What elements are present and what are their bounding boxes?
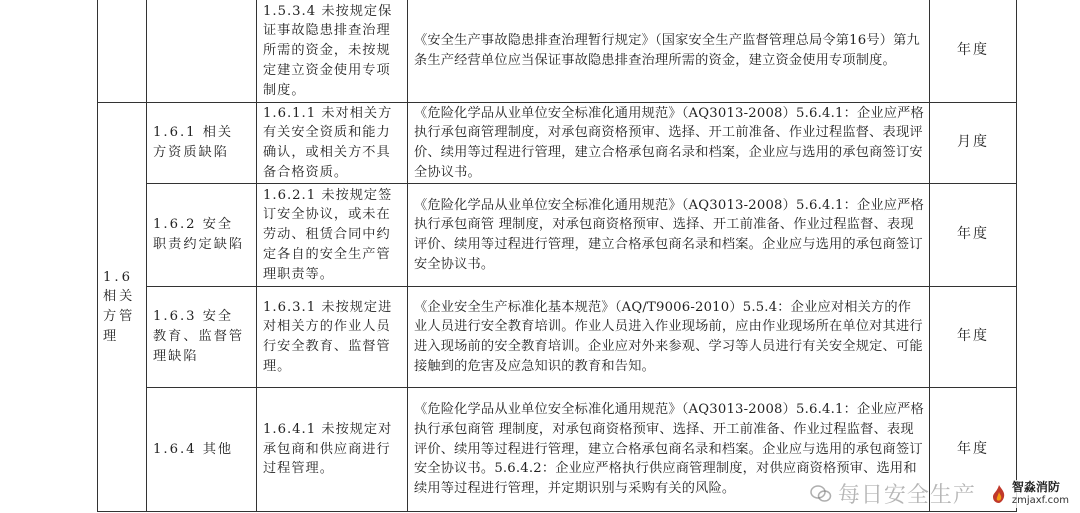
frequency-text: 月度 — [957, 134, 989, 151]
basis-text: 《企业安全生产标准化基本规范》（AQ/T9006-2010）5.5.4：企业应对相关方的作业人员进行安全教育培训。作业人员进入作业现场前，应由作业现场所在单位对其进行进入现场前的安全教育培训。企业应对外来参观、学习等人员进行有关安全规定、可能接触到的危害及应急知识的教育和告知。 — [414, 299, 923, 374]
basis-cell — [408, 103, 930, 184]
watermark — [810, 478, 1072, 509]
item-cell — [147, 184, 257, 287]
category-cell-empty — [98, 0, 147, 103]
frequency-text: 年度 — [957, 328, 989, 345]
basis-text: 《危险化学品从业单位安全标准化通用规范》（AQ3013-2008）5.6.4.1：企业应严格执行承包商管 理制度，对承包商资格预审、选择、开工前准备、作业过程监督、表现评价、续用等过程进行管理，建立合格承包商名录和档案。企业应与选用的承包商签订安全协议书。5.6.4.2：企业应严格执行供应商管理制度，对供应商资格预审、选用和续用等过程进行管理，并定期识别与采购有关的风险。 — [414, 402, 924, 497]
item-cell — [147, 287, 257, 388]
logo-name: 智淼消防 — [1011, 479, 1060, 494]
table-row — [98, 287, 1017, 388]
criterion-cell — [257, 184, 408, 287]
frequency-cell — [930, 103, 1017, 184]
frequency-cell — [930, 287, 1017, 388]
criterion-text: 1.6.3.1 未按规定进对相关方的作业人员行安全教育、监督管理。 — [263, 299, 393, 374]
brand-logo — [986, 480, 1072, 508]
frequency-cell — [930, 0, 1017, 103]
item-text: 1.6.3 安全教育、监督管理缺陷 — [153, 309, 245, 364]
category-text: 1.6 相关方管理 — [103, 269, 136, 344]
criterion-text: 1.6.2.1 未按规定签订安全协议，或未在劳动、租赁合同中约定各自的安全生产管理职责等。 — [263, 187, 393, 282]
frequency-text: 年度 — [957, 42, 989, 59]
criterion-text: 1.6.1.1 未对相关方有关安全资质和能力确认，或相关方不具备合格资质。 — [263, 105, 393, 180]
frequency-text: 年度 — [957, 440, 989, 457]
criterion-text: 1.6.4.1 未按规定对承包商和供应商进行过程管理。 — [263, 421, 393, 477]
table-row — [98, 0, 1017, 103]
criterion-cell — [257, 103, 408, 184]
item-cell — [147, 388, 257, 512]
watermark-text: 每日安全生产 — [837, 483, 976, 508]
basis-text: 《危险化学品从业单位安全标准化通用规范》（AQ3013-2008）5.6.4.1：企业应严格执行承包商管 理制度，对承包商资格预审、选择、开工前准备、作业过程监督、表现评价、续用等过程进行管理，建立合格承包商名录和档案。企业应与选用的承包商签订安全协议书。 — [414, 197, 924, 272]
basis-cell — [408, 0, 930, 103]
item-text: 1.6.1 相关方资质缺陷 — [153, 125, 234, 160]
table-row — [98, 103, 1017, 184]
item-text: 1.6.2 安全职责约定缺陷 — [153, 217, 245, 252]
criterion-cell — [257, 287, 408, 388]
table-row — [98, 184, 1017, 287]
criterion-cell — [257, 388, 408, 512]
basis-cell — [408, 184, 930, 287]
flame-logo-icon — [989, 484, 1009, 504]
item-text: 1.6.4 其他 — [153, 441, 234, 457]
wechat-icon — [810, 484, 832, 504]
basis-cell — [408, 287, 930, 388]
category-cell — [98, 103, 147, 512]
basis-text: 《安全生产事故隐患排查治理暂行规定》（国家安全生产监督管理总局令第16号）第九条生产经营单位应当保证事故隐患排查治理所需的资金，建立资金使用专项制度。 — [414, 33, 920, 68]
frequency-cell — [930, 184, 1017, 287]
criterion-text: 1.5.3.4 未按规定保证事故隐患排查治理所需的资金，未按规定建立资金使用专项制度。 — [263, 3, 393, 98]
frequency-text: 年度 — [957, 226, 989, 243]
basis-text: 《危险化学品从业单位安全标准化通用规范》（AQ3013-2008）5.6.4.1：企业应严格执行承包商管理制度，对承包商资格预审、选择、开工前准备、作业过程监督、表现评价、续用等过程进行管理，建立合格承包商名录和档案，企业应与选用的承包商签订安全协议书。 — [414, 105, 924, 180]
item-cell — [147, 103, 257, 184]
hazard-checklist-table — [97, 0, 1017, 512]
criterion-cell — [257, 0, 408, 103]
item-cell-empty — [147, 0, 257, 103]
logo-url: zmjaxf.com — [1011, 494, 1069, 506]
